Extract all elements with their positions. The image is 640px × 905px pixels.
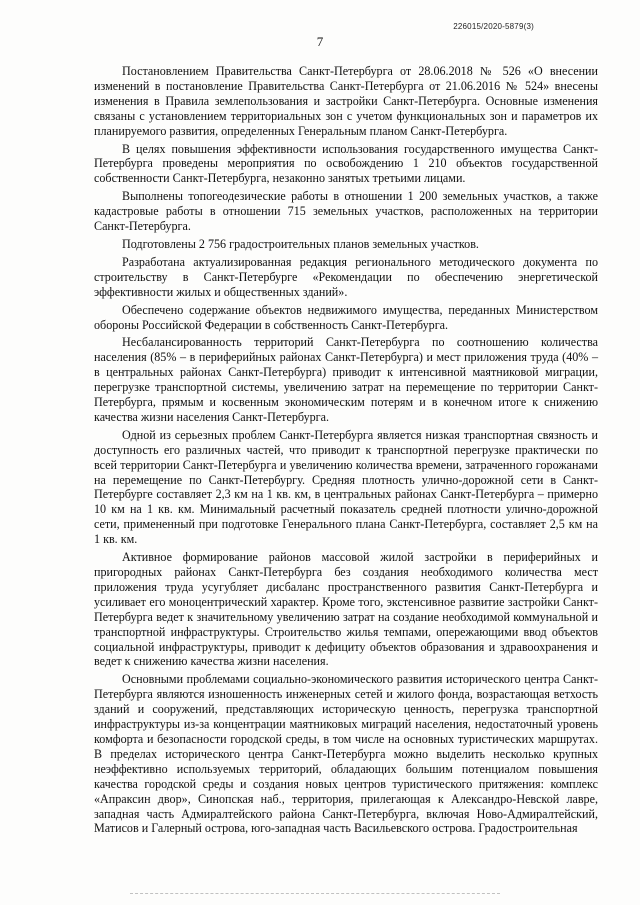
paragraph-territory-imbalance: Несбалансированность территорий Санкт-Петербурга по соотношению количества населения (85% – в периферийных районах Санкт-Петербурга) и мест приложения труда (40% – в центральных районах Санкт-Петербурга) приводит к интенсивной маятниковой миграции, перегрузке транспортной системы, увеличению затрат на перемещение по территории Санкт-Петербурга, прямым и косвенным экономическим потерям и в конечном итоге к снижению качества жизни населения Санкт-Петербурга. — [94, 335, 598, 424]
document-body — [94, 64, 598, 839]
paragraph-historic-center: Основными проблемами социально-экономического развития исторического центра Санкт-Петербурга являются изношенность инженерных сетей и жилого фонда, возрастающая ветхость зданий и сооружений, представляющих историческую ценность, перегрузка транспортной инфраструктуры из-за концентрации маятниковых миграций населения, недостаточный уровень комфорта и безопасности городской среды, в том числе на основных туристических маршрутах. В пределах исторического центра Санкт-Петербурга можно выделить несколько крупных неэффективно используемых территорий, обладающих большим потенциалом повышения качества городской среды и создания новых центров туристического притяжения: комплекс «Апраксин двор», Синопская наб., территория, прилегающая к Александро-Невской лавре, западная часть Адмиралтейского района Санкт-Петербурга, включая Ново-Адмиралтейский, Матисов и Галерный острова, юго-западная часть Васильевского острова. Градостроительная — [94, 672, 598, 836]
paragraph-energy-guidelines: Разработана актуализированная редакция регионального методического документа по строительству в Санкт-Петербурге «Рекомендации по обеспечению энергетической эффективности жилых и общественных зданий». — [94, 254, 598, 299]
document-registration-code: 226015/2020-5879(3) — [453, 22, 534, 31]
paragraph-survey-works: Выполнены топогеодезические работы в отношении 1 200 земельных участков, а также кадастровые работы в отношении 715 земельных участков, расположенных на территории Санкт-Петербурга. — [94, 189, 598, 234]
paragraph-mass-housing: Активное формирование районов массовой жилой застройки в периферийных и пригородных районах Санкт-Петербурга без создания необходимого количества мест приложения труда усугубляет дисбаланс пространственного развития Санкт-Петербурга и усиливает его моноцентрический характер. Кроме того, экстенсивное развитие застройки Санкт-Петербурга ведет к значительному увеличению затрат на создание необходимой коммунальной и транспортной инфраструктуры. Строительство жилья темпами, опережающими ввод объектов социальной инфраструктуры, приводит к дефициту объектов образования и здравоохранения и ведет к снижению качества жизни населения. — [94, 550, 598, 669]
paragraph-state-property: В целях повышения эффективности использования государственного имущества Санкт-Петербурга проведены мероприятия по освобождению 1 210 объектов государственной собственности Санкт-Петербурга, незаконно занятых третьими лицами. — [94, 141, 598, 186]
paragraph-zoning-rules: Постановлением Правительства Санкт-Петербурга от 28.06.2018 № 526 «О внесении изменений в постановление Правительства Санкт-Петербурга от 21.06.2016 № 524» внесены изменения в Правила землепользования и застройки Санкт-Петербурга. Основные изменения связаны с установлением территориальных зон с учетом функциональных зон и параметров их планируемого развития, определенных Генеральным планом Санкт-Петербурга. — [94, 64, 598, 138]
paragraph-transport-connectivity: Одной из серьезных проблем Санкт-Петербурга является низкая транспортная связность и доступность его различных частей, что приводит к транспортной перегрузке практически по всей территории Санкт-Петербурга и увеличению количества времени, затраченного горожанами на перемещение по Санкт-Петербургу. Средняя плотность улично-дорожной сети в Санкт-Петербурге составляет 2,3 км на 1 кв. км, в центральных районах Санкт-Петербурга – примерно 10 км на 1 кв. км. Минимальный расчетный показатель средней плотности улично-дорожной сети, примененный при подготовке Генерального плана Санкт-Петербурга, составляет 2,5 км на 1 кв. км. — [94, 427, 598, 547]
page-number: 7 — [316, 34, 324, 49]
paragraph-defense-property: Обеспечено содержание объектов недвижимого имущества, переданных Министерством обороны Российской Федерации в собственность Санкт-Петербурга. — [94, 302, 598, 332]
bottom-scan-edge — [130, 893, 500, 894]
paragraph-urban-plans: Подготовлены 2 756 градостроительных планов земельных участков. — [122, 236, 479, 251]
